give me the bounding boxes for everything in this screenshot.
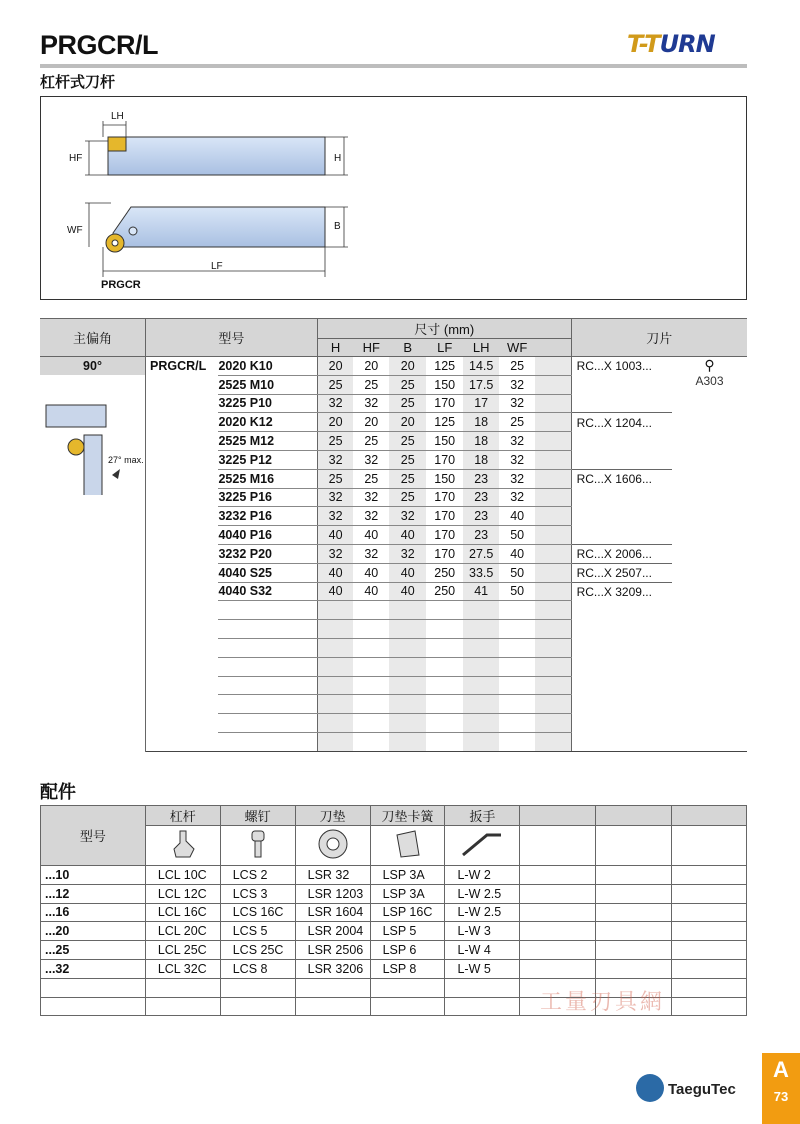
insert-code: RC...X 2507... [571, 563, 672, 582]
insert-code [571, 526, 672, 545]
dim-hf: 40 [353, 582, 389, 601]
acc-model: ...10 [41, 866, 146, 885]
spec-row [40, 413, 747, 432]
dim-h: 32 [317, 394, 353, 413]
acc-header-screw: 螺钉 [220, 806, 295, 826]
dim-label-hf: HF [69, 153, 83, 164]
dim-h: 20 [317, 357, 353, 376]
dim-h: 32 [317, 544, 353, 563]
dim-lh: 23 [463, 469, 499, 488]
dim-wf: 32 [499, 488, 535, 507]
dim-lh: 18 [463, 413, 499, 432]
dim-wf: 32 [499, 394, 535, 413]
acc-shim: LSR 2506 [295, 941, 370, 960]
spec-row [40, 657, 747, 676]
acc-screw: LCS 3 [220, 884, 295, 903]
dim-wf [499, 638, 535, 657]
dim-b [389, 732, 426, 751]
dim-wf: 40 [499, 507, 535, 526]
header-dim-hf: HF [353, 339, 389, 357]
acc-screw [220, 978, 295, 997]
dim-h: 40 [317, 526, 353, 545]
header-angle: 主偏角 [40, 319, 146, 357]
screw-icon [220, 826, 295, 866]
dim-lf [426, 695, 463, 714]
accessory-row [41, 884, 747, 903]
acc-lever [145, 997, 220, 1016]
dim-wf: 32 [499, 450, 535, 469]
dim-lf: 125 [426, 357, 463, 376]
acc-wrench [445, 997, 520, 1016]
dim-label-h: H [334, 153, 342, 164]
model-code: 2020 K10 [218, 357, 317, 376]
dim-lf: 150 [426, 375, 463, 394]
model-code: 2525 M16 [218, 469, 317, 488]
angle-figure [40, 375, 146, 751]
dim-lf: 250 [426, 563, 463, 582]
dim-h: 32 [317, 450, 353, 469]
dim-b [389, 695, 426, 714]
model-code [218, 732, 317, 751]
dim-lh [463, 676, 499, 695]
dim-wf [499, 657, 535, 676]
dim-h: 40 [317, 563, 353, 582]
acc-spring: LSP 8 [370, 959, 445, 978]
accessory-row [41, 922, 747, 941]
header-dim-lh: LH [463, 339, 499, 357]
dim-h: 40 [317, 582, 353, 601]
spec-row [40, 357, 747, 376]
dim-hf: 32 [353, 544, 389, 563]
model-code [218, 657, 317, 676]
acc-lever: LCL 32C [145, 959, 220, 978]
acc-lever: LCL 20C [145, 922, 220, 941]
dim-lh: 18 [463, 450, 499, 469]
dim-b [389, 601, 426, 620]
spec-row [40, 507, 747, 526]
model-code: 4040 P16 [218, 526, 317, 545]
spec-row [40, 544, 747, 563]
header-insert: 刀片 [571, 319, 747, 357]
dim-lh [463, 732, 499, 751]
spec-row [40, 375, 747, 394]
insert-code [571, 638, 672, 657]
accessories-title: 配件 [40, 782, 76, 803]
dim-lf [426, 638, 463, 657]
family-name: PRGCR/L [146, 357, 219, 376]
spec-row [40, 582, 747, 601]
spec-row [40, 488, 747, 507]
insert-code [571, 676, 672, 695]
dim-lf [426, 657, 463, 676]
dim-hf [353, 695, 389, 714]
acc-spring [370, 997, 445, 1016]
acc-header-lever: 杠杆 [145, 806, 220, 826]
dim-hf [353, 732, 389, 751]
dim-wf: 50 [499, 526, 535, 545]
shim-icon [295, 826, 370, 866]
acc-shim: LSR 32 [295, 866, 370, 885]
acc-wrench [445, 978, 520, 997]
acc-screw: LCS 16C [220, 903, 295, 922]
dim-hf [353, 601, 389, 620]
acc-shim: LSR 2004 [295, 922, 370, 941]
model-code: 2525 M12 [218, 432, 317, 451]
acc-spring: LSP 3A [370, 866, 445, 885]
page-subtitle: 杠杆式刀杆 [40, 73, 116, 91]
dim-b [389, 676, 426, 695]
dim-h: 25 [317, 432, 353, 451]
insert-code [571, 488, 672, 507]
dim-lf [426, 732, 463, 751]
dim-b: 25 [389, 394, 426, 413]
dim-hf: 25 [353, 469, 389, 488]
diagram-name: PRGCR [101, 279, 141, 291]
model-code [218, 695, 317, 714]
acc-header-wrench: 扳手 [445, 806, 520, 826]
dim-hf [353, 620, 389, 639]
dim-hf: 40 [353, 563, 389, 582]
wrench-icon [445, 826, 520, 866]
dim-lf: 170 [426, 394, 463, 413]
model-code [218, 638, 317, 657]
dim-label-b: B [334, 221, 341, 232]
side-view-shank [113, 207, 325, 247]
acc-model: ...25 [41, 941, 146, 960]
acc-wrench: L-W 2.5 [445, 884, 520, 903]
dim-hf: 25 [353, 432, 389, 451]
acc-lever: LCL 12C [145, 884, 220, 903]
acc-header-shim: 刀垫 [295, 806, 370, 826]
spec-table [40, 318, 747, 752]
insert-code: RC...X 1204... [571, 413, 672, 432]
acc-wrench: L-W 2.5 [445, 903, 520, 922]
dim-lh: 18 [463, 432, 499, 451]
acc-screw: LCS 8 [220, 959, 295, 978]
acc-spring: LSP 6 [370, 941, 445, 960]
model-code: 4040 S25 [218, 563, 317, 582]
dim-b: 40 [389, 582, 426, 601]
dim-b: 25 [389, 488, 426, 507]
model-code: 3232 P16 [218, 507, 317, 526]
insert-code: RC...X 2006... [571, 544, 672, 563]
acc-lever: LCL 10C [145, 866, 220, 885]
dim-lf [426, 601, 463, 620]
dim-b: 40 [389, 526, 426, 545]
dim-lh: 23 [463, 507, 499, 526]
acc-shim: LSR 1604 [295, 903, 370, 922]
insert-code: RC...X 1606... [571, 469, 672, 488]
insert-code [571, 714, 672, 733]
acc-screw [220, 997, 295, 1016]
insert-code [571, 695, 672, 714]
acc-shim: LSR 3206 [295, 959, 370, 978]
header-dim-b: B [389, 339, 426, 357]
dim-label-lf: LF [211, 261, 223, 272]
dim-b: 25 [389, 375, 426, 394]
title-rule [40, 64, 747, 68]
spec-row [40, 732, 747, 751]
dim-hf: 20 [353, 357, 389, 376]
dim-b: 32 [389, 507, 426, 526]
model-code: 3225 P16 [218, 488, 317, 507]
dim-h [317, 638, 353, 657]
spring-icon [370, 826, 445, 866]
dim-hf: 32 [353, 450, 389, 469]
acc-shim [295, 978, 370, 997]
model-code [218, 601, 317, 620]
dim-lf [426, 714, 463, 733]
dim-lh [463, 657, 499, 676]
dim-wf [499, 620, 535, 639]
dim-b: 32 [389, 544, 426, 563]
t-turn-logo: T-TURN [627, 30, 715, 58]
dim-lh: 33.5 [463, 563, 499, 582]
dim-lh [463, 714, 499, 733]
acc-screw: LCS 2 [220, 866, 295, 885]
angle-value: 90° [40, 357, 146, 376]
spec-row [40, 394, 747, 413]
dim-lh: 23 [463, 488, 499, 507]
insert-code [571, 450, 672, 469]
model-code: 2020 K12 [218, 413, 317, 432]
spec-row [40, 620, 747, 639]
dim-label-wf: WF [67, 225, 83, 236]
dim-wf [499, 714, 535, 733]
dim-lf: 170 [426, 544, 463, 563]
dim-wf: 50 [499, 582, 535, 601]
dim-b: 20 [389, 413, 426, 432]
dim-wf: 50 [499, 563, 535, 582]
acc-lever: LCL 16C [145, 903, 220, 922]
acc-screw: LCS 5 [220, 922, 295, 941]
dim-wf: 32 [499, 432, 535, 451]
approach-angle-icon [40, 375, 145, 495]
insert-code [571, 601, 672, 620]
brand-name: TaeguTec [668, 1081, 736, 1098]
dim-wf [499, 601, 535, 620]
dim-lh: 23 [463, 526, 499, 545]
insert-code [571, 432, 672, 451]
spec-row [40, 526, 747, 545]
acc-model: ...16 [41, 903, 146, 922]
dim-lf: 170 [426, 526, 463, 545]
top-view-insert [108, 137, 126, 151]
spec-row [40, 638, 747, 657]
dim-lf: 150 [426, 469, 463, 488]
dim-h: 32 [317, 488, 353, 507]
taegutec-logo-icon [636, 1074, 664, 1102]
magnifier-icon: ⚲ [704, 357, 715, 373]
dim-wf: 32 [499, 469, 535, 488]
dim-b: 25 [389, 432, 426, 451]
spec-row [40, 450, 747, 469]
model-code: 3232 P20 [218, 544, 317, 563]
dim-h [317, 732, 353, 751]
spec-row [40, 563, 747, 582]
dim-b: 40 [389, 563, 426, 582]
dim-lf: 150 [426, 432, 463, 451]
acc-model: ...20 [41, 922, 146, 941]
header-dimensions: 尺寸 (mm) [317, 319, 571, 339]
top-view-shank [108, 137, 325, 175]
dim-lh [463, 695, 499, 714]
dim-hf [353, 714, 389, 733]
dim-lf: 170 [426, 450, 463, 469]
dim-b: 25 [389, 450, 426, 469]
watermark: 工量刃具網 [540, 990, 666, 1015]
acc-wrench: L-W 3 [445, 922, 520, 941]
acc-shim [295, 997, 370, 1016]
insert-code [571, 657, 672, 676]
dim-wf: 25 [499, 413, 535, 432]
acc-lever: LCL 25C [145, 941, 220, 960]
page-title: PRGCR/L [40, 30, 158, 60]
insert-code: RC...X 3209... [571, 582, 672, 601]
dim-wf [499, 676, 535, 695]
dim-b: 20 [389, 357, 426, 376]
dim-hf [353, 657, 389, 676]
dim-hf: 32 [353, 488, 389, 507]
dim-h [317, 657, 353, 676]
acc-model: ...32 [41, 959, 146, 978]
dim-wf [499, 695, 535, 714]
dim-hf [353, 638, 389, 657]
dim-h: 32 [317, 507, 353, 526]
tool-drawing [41, 97, 748, 301]
acc-wrench: L-W 2 [445, 866, 520, 885]
dim-lh: 27.5 [463, 544, 499, 563]
acc-wrench: L-W 4 [445, 941, 520, 960]
dim-label-lh: LH [111, 111, 124, 122]
acc-lever [145, 978, 220, 997]
dim-wf: 32 [499, 375, 535, 394]
header-dim-lf: LF [426, 339, 463, 357]
dim-hf: 40 [353, 526, 389, 545]
model-code: 3225 P12 [218, 450, 317, 469]
acc-header-spring: 刀垫卡簧 [370, 806, 445, 826]
acc-model: ...12 [41, 884, 146, 903]
spec-row [40, 676, 747, 695]
dim-h [317, 676, 353, 695]
model-code: 4040 S32 [218, 582, 317, 601]
model-code: 3225 P10 [218, 394, 317, 413]
spec-row [40, 469, 747, 488]
dim-h [317, 601, 353, 620]
dim-hf: 20 [353, 413, 389, 432]
acc-model [41, 997, 146, 1016]
dim-hf [353, 676, 389, 695]
accessory-row [41, 959, 747, 978]
dim-b: 25 [389, 469, 426, 488]
section-letter: A [773, 1057, 789, 1082]
acc-spring [370, 978, 445, 997]
dim-b [389, 657, 426, 676]
insert-code [571, 732, 672, 751]
page-tab [762, 1053, 800, 1124]
accessory-row [41, 903, 747, 922]
model-code [218, 714, 317, 733]
dim-wf: 25 [499, 357, 535, 376]
spec-row [40, 601, 747, 620]
header-model: 型号 [146, 319, 318, 357]
dim-lh [463, 620, 499, 639]
angle-note: 27° max. [108, 455, 144, 466]
ref-page: A303 [695, 374, 724, 388]
acc-spring: LSP 5 [370, 922, 445, 941]
dim-b [389, 620, 426, 639]
dim-h [317, 695, 353, 714]
model-code: 2525 M10 [218, 375, 317, 394]
acc-header-model: 型号 [41, 806, 146, 866]
dim-lf [426, 620, 463, 639]
model-code [218, 620, 317, 639]
acc-spring: LSP 16C [370, 903, 445, 922]
dim-hf: 32 [353, 507, 389, 526]
dim-b [389, 714, 426, 733]
spec-row [40, 695, 747, 714]
dim-b [389, 638, 426, 657]
insert-code [571, 375, 672, 394]
dim-lh: 41 [463, 582, 499, 601]
dim-lf: 170 [426, 488, 463, 507]
dim-lf: 250 [426, 582, 463, 601]
acc-wrench: L-W 5 [445, 959, 520, 978]
insert-code [571, 394, 672, 413]
dim-wf [499, 732, 535, 751]
model-code [218, 676, 317, 695]
acc-spring: LSP 3A [370, 884, 445, 903]
tool-diagram [40, 96, 747, 300]
dim-lh [463, 638, 499, 657]
dim-wf: 40 [499, 544, 535, 563]
insert-code: RC...X 1003... [571, 357, 672, 376]
page-number: 73 [773, 1089, 789, 1104]
dim-h: 20 [317, 413, 353, 432]
dim-h: 25 [317, 469, 353, 488]
lever-icon [145, 826, 220, 866]
acc-shim: LSR 1203 [295, 884, 370, 903]
accessory-row [41, 866, 747, 885]
dim-lf [426, 676, 463, 695]
accessory-row [41, 941, 747, 960]
dim-h: 25 [317, 375, 353, 394]
spec-row [40, 432, 747, 451]
dim-lh: 17.5 [463, 375, 499, 394]
dim-lh: 14.5 [463, 357, 499, 376]
acc-model [41, 978, 146, 997]
dim-h [317, 714, 353, 733]
dim-h [317, 620, 353, 639]
acc-screw: LCS 25C [220, 941, 295, 960]
insert-code [571, 620, 672, 639]
dim-lf: 125 [426, 413, 463, 432]
dim-lh: 17 [463, 394, 499, 413]
dim-hf: 25 [353, 375, 389, 394]
header-dim-h: H [317, 339, 353, 357]
spec-row [40, 714, 747, 733]
dim-lh [463, 601, 499, 620]
dim-lf: 170 [426, 507, 463, 526]
insert-code [571, 507, 672, 526]
header-dim-wf: WF [499, 339, 535, 357]
dim-hf: 32 [353, 394, 389, 413]
